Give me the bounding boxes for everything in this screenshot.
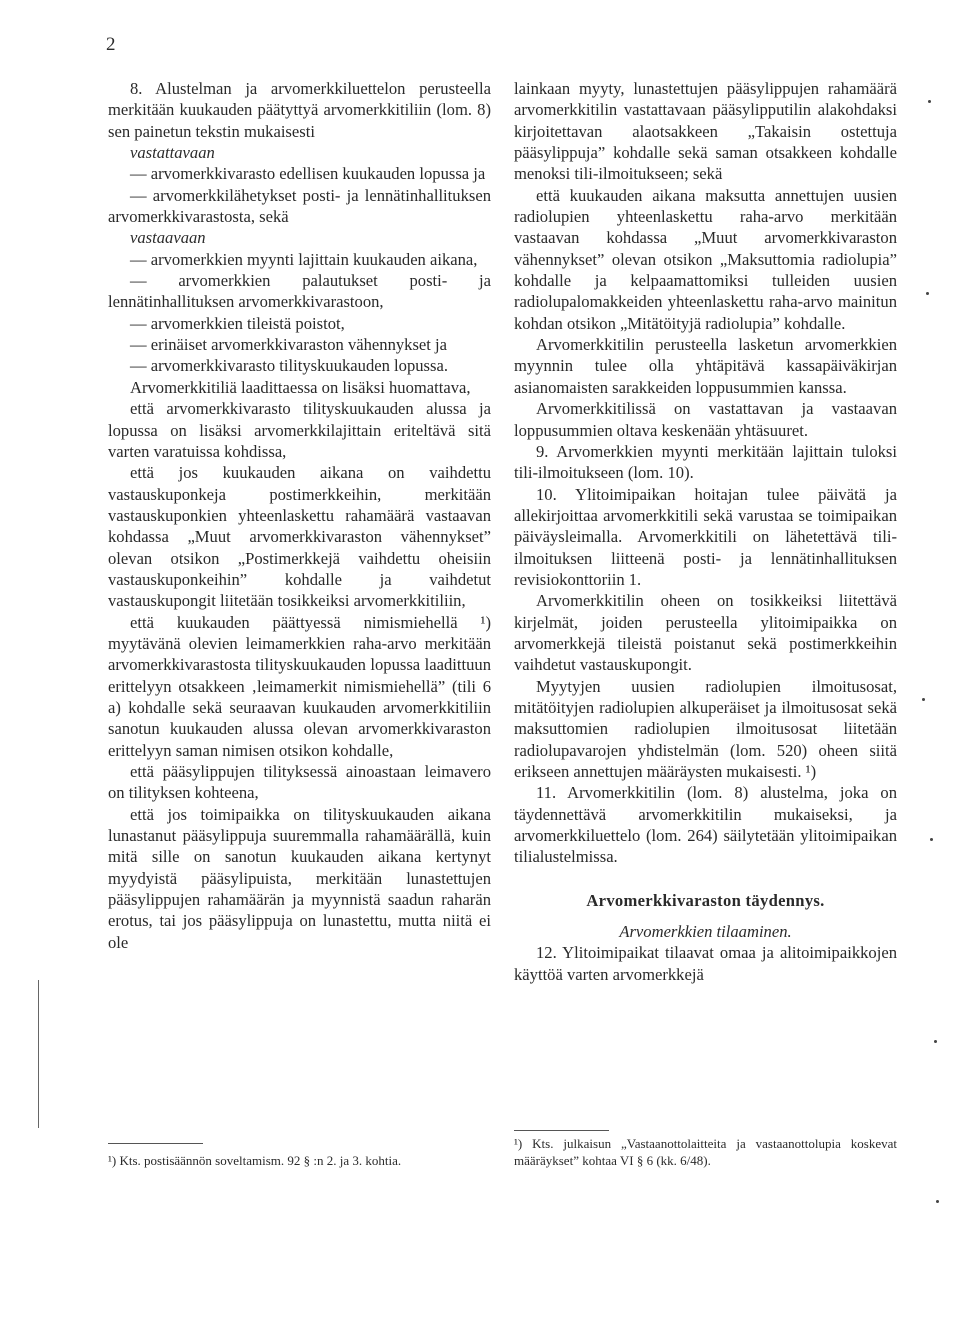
paragraph: että kuukauden aikana maksutta annettujen uusien radiolupien yhteenlaskettu raha-arvo merkitään vastaavan kohdassa „Muut arvomerkkivaraston vähennykset” olevan otsikon „Maksuttomia radiolupia” kohdalle ja kelpaamattomiksi tulleiden uusien radiolupalomakkeiden yhteenlaskettu raha-arvo mainitun kohdan otsikon „Mitätöityjä radiolupia” kohdalle.	[514, 185, 897, 333]
list-item: — arvomerkkivarasto tilityskuukauden lopussa.	[130, 356, 448, 376]
scan-speck	[928, 100, 931, 103]
paragraph: Arvomerkkitiliä laadittaessa on lisäksi huomattava,	[130, 377, 471, 397]
paragraph: 9. Arvomerkkien myynti merkitään lajittain tuloksi tili-ilmoitukseen (lom. 10).	[514, 441, 897, 483]
paragraph: että jos kuukauden aikana on vaihdettu vastauskuponkeja postimerkkeihin, merkitään vastauskuponkien yhteenlaskettu rahamäärä vastaavan kohdassa „Muut arvomerkkivaraston vähennykset” olevan otsikon „Postimerkkejä vaihdettu oheisiin vastauskuponkeihin” kohdalle ja vaihdetut vastauskupongit liitetään tosikkeiksi arvomerkkitiliin,	[108, 463, 491, 611]
paragraph: että pääsylippujen tilityksessä ainoastaan leimavero on tilityksen kohteena,	[108, 762, 491, 803]
paragraph: että arvomerkkivarasto tilityskuukauden alussa ja lopussa on lisäksi arvomerkkilajittain eriteltävä sitä varten varatuissa kohdissa,	[108, 399, 491, 461]
paragraph: Arvomerkkitilissä on vastattavan ja vastaavan loppusummien oltava keskenään yhtäsuuret.	[514, 399, 897, 440]
footnote-rule-left	[108, 1143, 203, 1144]
section-subheading: Arvomerkkien tilaaminen.	[619, 922, 792, 942]
footnote-left: ¹) Kts. postisäännön soveltamism. 92 § :n 2. ja 3. kohtia.	[108, 1153, 402, 1168]
paragraph: Arvomerkkitilin oheen on tosikkeiksi liitettävä kirjelmät, joiden perusteella ylitoimipaikka on arvomerkkejä tileistä poistanut sekä postimerkkeihin vaihdetut vastauskupongit.	[514, 591, 897, 675]
list-item: — arvomerkkien myynti lajittain kuukauden aikana,	[130, 249, 478, 269]
footnote-rule-right	[514, 1130, 609, 1131]
right-column	[514, 78, 897, 1128]
paragraph: 11. Arvomerkkitilin (lom. 8) alustelma, joka on täydennettävä arvomerkkitilin mukaiseksi, ja arvomerkkiluettelo (lom. 264) säilytetään ylitoimipaikan tilialustelmissa.	[514, 783, 897, 867]
paragraph: lainkaan myyty, lunastettujen pääsylippujen rahamäärä arvomerkkitilin vastattavaan pääsylipputilin alakohdaksi kirjoitettavan alaotsakkeen „Takaisin ostettuja pääsylippuja” kohdalle sekä saman otsakkeen kohdalle menoksi tili-ilmoitukseen; sekä	[514, 79, 897, 184]
scan-margin-line	[38, 980, 39, 1128]
paragraph-italic-heading	[108, 227, 491, 248]
scan-speck	[936, 1200, 939, 1203]
list-item: — erinäiset arvomerkkivaraston vähennykset ja	[130, 335, 448, 355]
scan-speck	[930, 838, 933, 841]
paragraph: 12. Ylitoimipaikat tilaavat omaa ja alitoimipaikkojen käyttöä varten arvomerkkejä	[514, 943, 897, 984]
list-item: — arvomerkkivarasto edellisen kuukauden lopussa ja	[130, 164, 486, 184]
list-item: — arvomerkkilähetykset posti- ja lennätinhallituksen arvomerkkivarastosta, sekä	[108, 185, 491, 227]
paragraph-italic-heading	[108, 142, 491, 163]
left-column	[108, 78, 491, 1108]
footnote-right: ¹) Kts. julkaisun „Vastaanottolaitteita ja vastaanottolupia koskevat määräykset” kohtaa VI § 6 (kk. 6/48).	[514, 1136, 897, 1168]
list-item: — arvomerkkien tileistä poistot,	[130, 313, 345, 333]
paragraph: että kuukauden päättyessä nimismiehellä ¹) myytävänä olevien leimamerkkien raha-arvo merkitään arvomerkkivarastosta tilityskuukauden lopussa laadittuun erittelyyn otsakkeen ‚leimamerkit nimismiehellä” (tili 6 a) kohdalle sekä seuraavan kuukauden arvomerkkitiliin sanotun kuukauden alussa olevan arvomerkkivaraston erittelyyn saman nimisen otsikon kohdalle,	[108, 612, 491, 760]
scan-speck	[922, 698, 925, 701]
scan-speck	[934, 1040, 937, 1043]
section-heading: Arvomerkkivaraston täydennys.	[586, 890, 825, 910]
paragraph: 10. Ylitoimipaikan hoitajan tulee päivätä ja allekirjoittaa arvomerkkitili sekä varustaa se toimipaikan päiväysleimalla. Arvomerkkitili on lähetettävä tili-ilmoituksen liitteenä posti- ja lennätinhallituksen revisiokonttoriin 1.	[514, 484, 897, 589]
italic-label: vastattavaan	[130, 143, 215, 163]
italic-label: vastaavaan	[130, 228, 206, 248]
scan-speck	[926, 292, 929, 295]
paragraph: että jos toimipaikka on tilityskuukauden aikana lunastanut pääsylippuja suuremmalla rahamäärällä, kuin mitä sille on sanotun kuukauden aikana kertynyt myydyistä pääsylipuista, merkitään lunastettujen pääsylippujen rahamäärän ja myynnistä saadun raharän erotus, tai jos pääsylippuja on lunastettu, mutta niitä ei ole	[108, 804, 491, 952]
list-item: — arvomerkkien palautukset posti- ja lennätinhallituksen arvomerkkivarastoon,	[108, 271, 491, 312]
paragraph: Arvomerkkitilin perusteella lasketun arvomerkkien myynnin tulee olla yhtäpitävä kassapäiväkirjan asianomaisten sarakkeiden loppusummien kanssa.	[514, 335, 897, 397]
paragraph: 8. Alustelman ja arvomerkkiluettelon perusteella merkitään kuukauden päätyttyä arvomerkkitiliin (lom. 8) sen painetun tekstin mukaisesti	[108, 79, 491, 141]
page-number: 2	[106, 34, 116, 55]
paragraph: Myytyjen uusien radiolupien ilmoitusosat, mitätöityjen radiolupien alkuperäiset ja ilmoitusosat sekä maksuttomien radiolupien ilmoitusosat liitetään radiolupavarojen yhdistelmän (lom. 520) oheen siitä erikseen annettujen määräysten mukaisesti. ¹)	[514, 676, 897, 781]
